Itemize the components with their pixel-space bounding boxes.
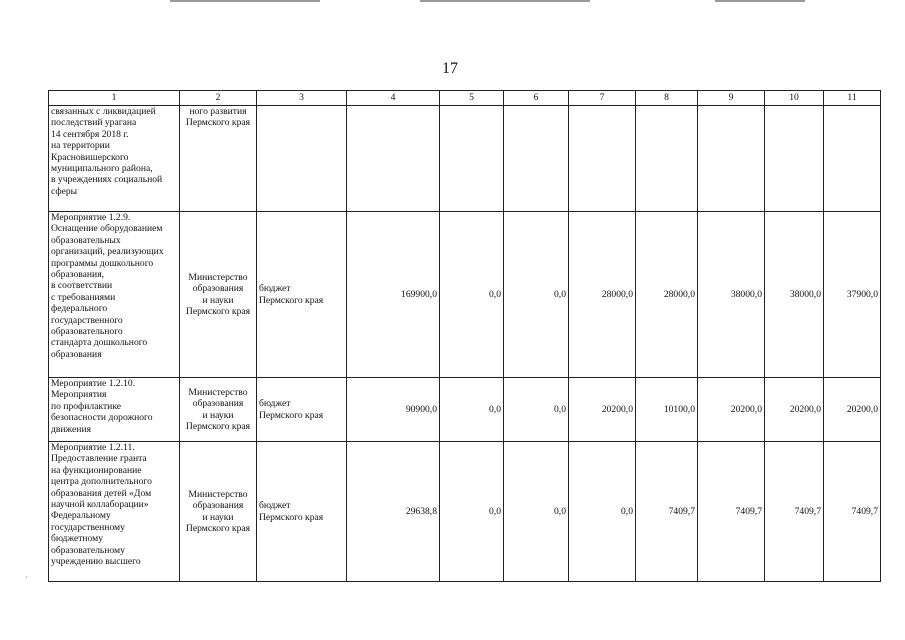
value-cell: 28000,0 xyxy=(636,212,698,378)
scan-artifact-line xyxy=(715,0,805,2)
value-cell: 7409,7 xyxy=(636,442,698,582)
column-header: 2 xyxy=(180,91,257,106)
activity-description: Мероприятие 1.2.9. Оснащение оборудованием образовательных организаций, реализующих программы дошкольного образования, в соответствии с требованиями федерального государственного образовательного стандарта дошкольного образования xyxy=(49,212,180,378)
value-cell: 29638,8 xyxy=(347,442,440,582)
value-cell: 0,0 xyxy=(504,212,569,378)
value-cell: 28000,0 xyxy=(569,212,636,378)
scan-artifact-line xyxy=(420,0,590,2)
column-header: 10 xyxy=(765,91,824,106)
activity-description: Мероприятие 1.2.11. Предоставление гранта на функционирование центра дополнительного образования детей «Дом научной коллаборации» Федеральному государственному бюджетному образовательному учреждению высшего xyxy=(49,442,180,582)
scan-artifact-line xyxy=(170,0,320,2)
value-cell: 0,0 xyxy=(440,378,504,442)
executor-cell: Министерство образования и науки Пермского края xyxy=(180,442,257,582)
page-number: 17 xyxy=(442,60,458,77)
funding-source-cell: бюджет Пермского края xyxy=(257,378,347,442)
value-cell xyxy=(765,106,824,212)
value-cell: 20200,0 xyxy=(569,378,636,442)
column-header: 6 xyxy=(504,91,569,106)
column-header: 3 xyxy=(257,91,347,106)
activity-description: связанных с ликвидацией последствий урагана 14 сентября 2018 г. на территории Красновишерского муниципального района, в учреждениях социальной сферы xyxy=(49,106,180,212)
value-cell xyxy=(569,106,636,212)
executor-cell: Министерство образования и науки Пермского края xyxy=(180,378,257,442)
column-header: 9 xyxy=(698,91,765,106)
activity-description: Мероприятие 1.2.10. Мероприятия по профилактике безопасности дорожного движения xyxy=(49,378,180,442)
value-cell: 20200,0 xyxy=(698,378,765,442)
value-cell: 7409,7 xyxy=(824,442,881,582)
column-header: 5 xyxy=(440,91,504,106)
table-header-row xyxy=(49,91,881,106)
value-cell: 90900,0 xyxy=(347,378,440,442)
value-cell: 20200,0 xyxy=(765,378,824,442)
value-cell: 0,0 xyxy=(504,442,569,582)
value-cell xyxy=(636,106,698,212)
value-cell xyxy=(347,106,440,212)
scan-speck: · xyxy=(25,573,28,582)
column-header: 4 xyxy=(347,91,440,106)
column-header: 11 xyxy=(824,91,881,106)
value-cell: 7409,7 xyxy=(698,442,765,582)
table-row xyxy=(49,378,881,442)
executor-cell: Министерство образования и науки Пермского края xyxy=(180,212,257,378)
value-cell: 0,0 xyxy=(569,442,636,582)
column-header: 7 xyxy=(569,91,636,106)
table-row xyxy=(49,212,881,378)
value-cell xyxy=(504,106,569,212)
table-row xyxy=(49,106,881,212)
funding-source-cell: бюджет Пермского края xyxy=(257,212,347,378)
value-cell: 0,0 xyxy=(440,442,504,582)
value-cell: 38000,0 xyxy=(765,212,824,378)
value-cell: 0,0 xyxy=(440,212,504,378)
funding-source-cell xyxy=(257,106,347,212)
value-cell: 7409,7 xyxy=(765,442,824,582)
executor-cell: ного развития Пермского края xyxy=(180,106,257,212)
budget-table xyxy=(48,90,881,582)
value-cell: 38000,0 xyxy=(698,212,765,378)
value-cell: 20200,0 xyxy=(824,378,881,442)
value-cell: 10100,0 xyxy=(636,378,698,442)
value-cell: 37900,0 xyxy=(824,212,881,378)
value-cell xyxy=(698,106,765,212)
funding-source-cell: бюджет Пермского края xyxy=(257,442,347,582)
value-cell xyxy=(824,106,881,212)
value-cell xyxy=(440,106,504,212)
column-header: 1 xyxy=(49,91,180,106)
value-cell: 169900,0 xyxy=(347,212,440,378)
value-cell: 0,0 xyxy=(504,378,569,442)
column-header: 8 xyxy=(636,91,698,106)
table-row xyxy=(49,442,881,582)
